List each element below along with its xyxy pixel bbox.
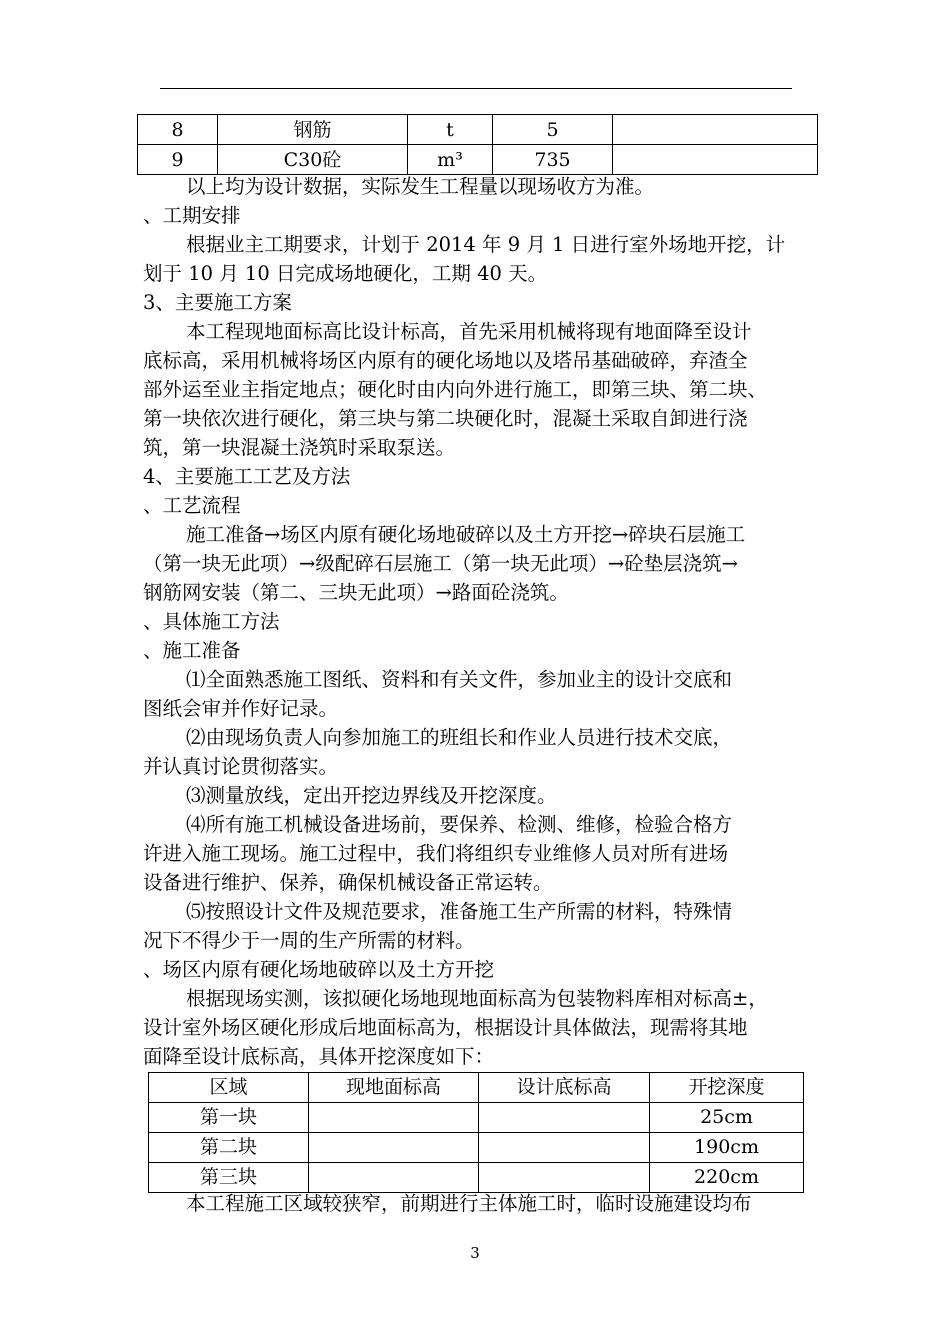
excavation-depth-table <box>148 1072 804 1193</box>
paragraph-line: 图纸会审并作好记录。 <box>143 697 339 720</box>
section-heading: 、工期安排 <box>143 204 241 227</box>
column-header: 现地面标高 <box>309 1073 479 1103</box>
paragraph-line: 根据业主工期要求，计划于 2014 年 9 月 1 日进行室外场地开挖，计 <box>186 233 786 256</box>
column-header: 开挖深度 <box>650 1073 804 1103</box>
paragraph-line: 第一块依次进行硬化，第三块与第二块硬化时，混凝土采取自卸进行浇 <box>143 407 748 430</box>
paragraph-line: 本工程现地面标高比设计标高，首先采用机械将现有地面降至设计 <box>186 320 752 343</box>
paragraph-line: 面降至设计底标高，具体开挖深度如下： <box>143 1045 495 1068</box>
table-cell: 9 <box>138 145 218 175</box>
paragraph-line: 许进入施工现场。施工过程中，我们将组织专业维修人员对所有进场 <box>143 842 729 865</box>
paragraph-line: ⑷所有施工机械设备进场前，要保养、检测、维修，检验合格方 <box>186 813 733 836</box>
table-cell: 735 <box>493 145 613 175</box>
table-cell: 8 <box>138 115 218 145</box>
table-cell <box>309 1133 479 1163</box>
paragraph-line: 底标高，采用机械将场区内原有的硬化场地以及塔吊基础破碎，弃渣全 <box>143 349 748 372</box>
table-cell: 第一块 <box>149 1103 309 1133</box>
table-row <box>149 1133 804 1163</box>
table-cell: 190cm <box>650 1133 804 1163</box>
table-cell <box>479 1103 650 1133</box>
paragraph-line: 划于 10 月 10 日完成场地硬化，工期 40 天。 <box>143 262 548 285</box>
paragraph-line: 筑，第一块混凝土浇筑时采取泵送。 <box>143 436 456 459</box>
table-cell: 钢筋 <box>218 115 408 145</box>
paragraph-line: 设备进行维护、保养，确保机械设备正常运转。 <box>143 871 553 894</box>
paragraph-line: 况下不得少于一周的生产所需的材料。 <box>143 929 475 952</box>
paragraph-line: 本工程施工区域较狭窄，前期进行主体施工时，临时设施建设均布 <box>186 1192 752 1215</box>
paragraph-line: ⑶测量放线，定出开挖边界线及开挖深度。 <box>186 784 557 807</box>
paragraph-line: （第一块无此项）→级配碎石层施工（第一块无此项）→砼垫层浇筑→ <box>143 552 739 575</box>
paragraph-line: 钢筋网安装（第二、三块无此项）→路面砼浇筑。 <box>143 581 569 604</box>
table-cell <box>613 115 818 145</box>
section-heading: 、场区内原有硬化场地破碎以及土方开挖 <box>143 958 495 981</box>
table-header-row <box>149 1073 804 1103</box>
column-header: 区域 <box>149 1073 309 1103</box>
paragraph-line: ⑵由现场负责人向参加施工的班组长和作业人员进行技术交底， <box>186 726 733 749</box>
table-cell: t <box>408 115 493 145</box>
table-cell: 第二块 <box>149 1133 309 1163</box>
table-cell: 5 <box>493 115 613 145</box>
section-heading: 、工艺流程 <box>143 494 241 517</box>
materials-table <box>137 114 818 175</box>
table-cell: 220cm <box>650 1163 804 1193</box>
table-cell <box>613 145 818 175</box>
paragraph-line: 施工准备→场区内原有硬化场地破碎以及土方开挖→碎块石层施工 <box>186 523 746 546</box>
page-number: 3 <box>470 1244 480 1262</box>
table-cell <box>309 1163 479 1193</box>
paragraph-line: 并认真讨论贯彻落实。 <box>143 755 339 778</box>
table-row <box>149 1163 804 1193</box>
table-row <box>138 115 818 145</box>
table-cell <box>479 1163 650 1193</box>
table-cell: 第三块 <box>149 1163 309 1193</box>
table-cell <box>479 1133 650 1163</box>
section-heading: 、施工准备 <box>143 639 241 662</box>
section-heading: 、具体施工方法 <box>143 610 280 633</box>
table-cell <box>309 1103 479 1133</box>
paragraph-line: 部外运至业主指定地点；硬化时由内向外进行施工，即第三块、第二块、 <box>143 378 768 401</box>
section-heading: 4、主要施工工艺及方法 <box>143 465 351 488</box>
table-cell: C30砼 <box>218 145 408 175</box>
table-cell: m³ <box>408 145 493 175</box>
paragraph-line: ⑸按照设计文件及规范要求，准备施工生产所需的材料，特殊情 <box>186 900 733 923</box>
table-row <box>138 145 818 175</box>
column-header: 设计底标高 <box>479 1073 650 1103</box>
section-heading: 3、主要施工方案 <box>143 291 292 314</box>
paragraph-line: 根据现场实测，该拟硬化场地现地面标高为包装物料库相对标高±， <box>186 987 768 1010</box>
paragraph-line: 以上均为设计数据，实际发生工程量以现场收方为准。 <box>186 175 655 198</box>
paragraph-line: ⑴全面熟悉施工图纸、资料和有关文件，参加业主的设计交底和 <box>186 668 733 691</box>
paragraph-line: 设计室外场区硬化形成后地面标高为，根据设计具体做法，现需将其地 <box>143 1016 748 1039</box>
table-row <box>149 1103 804 1133</box>
table-cell: 25cm <box>650 1103 804 1133</box>
header-rule <box>160 88 792 89</box>
